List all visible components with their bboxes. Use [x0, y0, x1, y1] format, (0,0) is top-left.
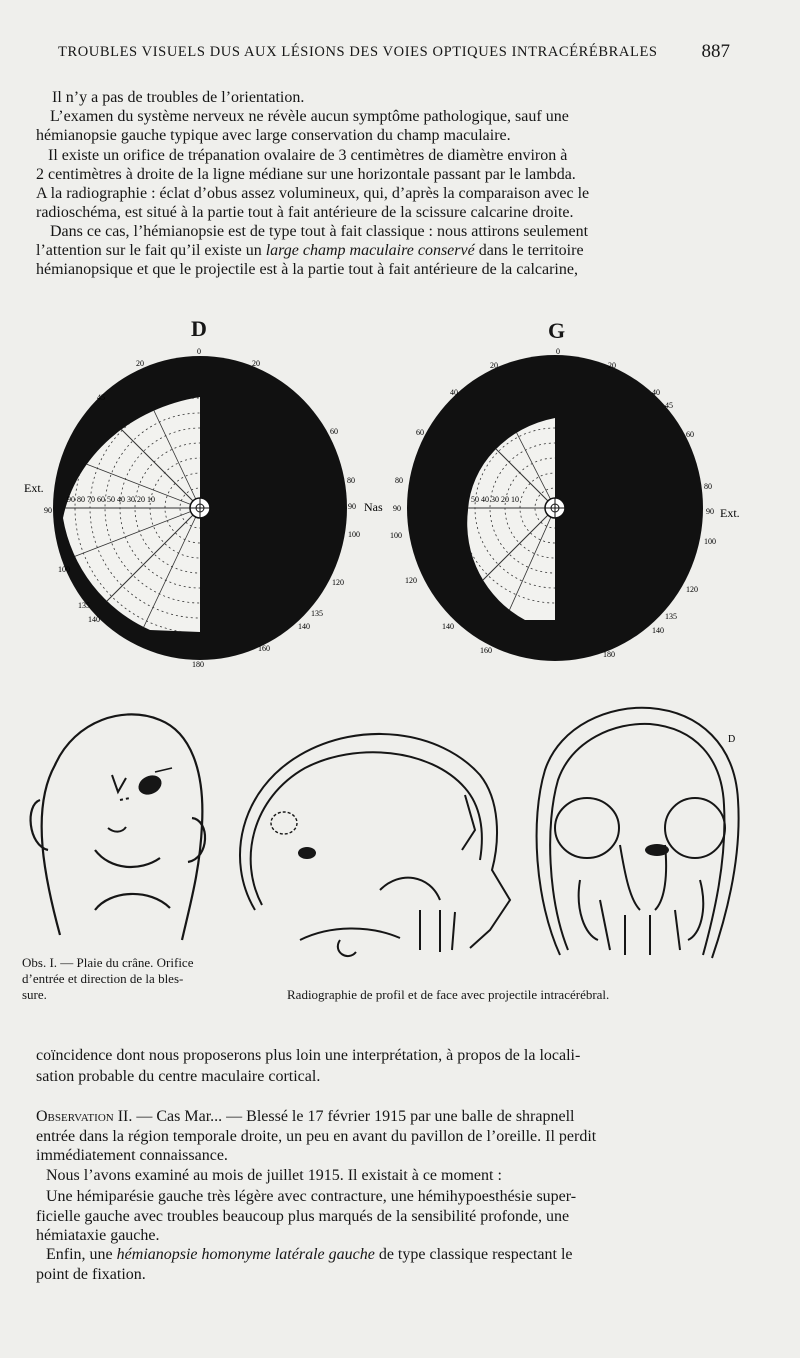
chart-g-deg: 180	[603, 650, 615, 659]
chart-letter-d: D	[191, 316, 207, 341]
chart-d-ext-label: Ext.	[24, 481, 44, 495]
chart-d-deg: 20	[252, 359, 260, 368]
text-line	[36, 1107, 730, 1127]
ring-scale-labels: 90 80 70 60 50 40 30 20 10	[67, 495, 155, 504]
text-line: immédiatement connaissance.	[36, 1147, 228, 1164]
text-line: A la radiographie : éclat d’obus assez volumineux, qui, d’après la comparaison avec le	[36, 185, 590, 202]
text-line: Il existe un orifice de trépanation ovalaire de 3 centimètres de diamètre environ à	[48, 147, 568, 164]
chart-g-ext-label: Ext.	[720, 506, 740, 520]
chart-g-deg: 20	[490, 361, 498, 370]
chart-g-deg: 40	[450, 388, 458, 397]
projectile-front	[645, 844, 669, 856]
text-span: Enfin, une	[46, 1246, 117, 1263]
front-skull-d-mark: D	[728, 734, 736, 745]
chart-d-deg: 140	[298, 622, 310, 631]
text-line: hémiataxie gauche.	[36, 1227, 160, 1244]
text-line: 2 centimètres à droite de la ligne médiane sur une horizontale passant par le lambda.	[36, 166, 576, 183]
text-line: radioschéma, est situé à la partie tout à fait antérieure de la scissure calcarine droite.	[36, 204, 574, 221]
visual-field-charts	[0, 340, 800, 680]
chart-d-deg: 135	[311, 609, 323, 618]
obs-caption-line: Obs. I. — Plaie du crâne. Orifice	[22, 955, 194, 970]
text-line	[46, 1245, 740, 1265]
chart-d-top: 0	[197, 347, 201, 356]
radiograph-caption: Radiographie de profil et de face avec projectile intracérébral.	[287, 987, 610, 1002]
text-span: l’attention sur le fait qu’il existe un	[36, 242, 266, 259]
chart-letter-g: G	[548, 318, 566, 343]
text-span: dans le territoire	[474, 242, 584, 259]
text-line: point de fixation.	[36, 1266, 146, 1283]
chart-g-deg: 120	[686, 585, 698, 594]
chart-g-deg: 60	[686, 430, 694, 439]
wound-orifice	[135, 772, 164, 798]
chart-d-nas-label: Nas	[364, 500, 383, 514]
chart-g-deg: 60	[416, 428, 424, 437]
chart-g-deg: 80	[395, 476, 403, 485]
obs-caption-line: d’entrée et direction de la bles-	[22, 971, 184, 986]
visual-field-left-eye	[407, 355, 703, 661]
chart-d-deg: 180	[192, 660, 204, 669]
text-span: de type classique respectant le	[374, 1246, 573, 1263]
chart-d-deg: 135	[78, 601, 90, 610]
text-line: sation probable du centre maculaire cortical.	[36, 1068, 321, 1085]
text-line: ficielle gauche avec troubles beaucoup plus marqués de la sensibilité profonde, une	[36, 1208, 570, 1225]
chart-g-deg: 135	[665, 612, 677, 621]
text-line: Il n’y a pas de troubles de l’orientation.	[52, 89, 305, 106]
text-line: Nous l’avons examiné au mois de juillet 1915. Il existait à ce moment :	[46, 1167, 502, 1184]
text-line: coïncidence dont nous proposerons plus loin une interprétation, à propos de la locali-	[36, 1047, 581, 1064]
running-title: TROUBLES VISUELS DUS AUX LÉSIONS DES VOIES OPTIQUES INTRACÉRÉBRALES	[58, 44, 658, 60]
chart-g-deg: 100	[390, 531, 402, 540]
skull-profile-drawing	[240, 734, 510, 956]
text-span: — Cas Mar... — Blessé le 17 février 1915 par une balle de shrapnell	[132, 1108, 575, 1125]
chart-g-deg: 90	[706, 507, 714, 516]
text-line	[36, 241, 730, 261]
chart-d-deg: 20	[136, 359, 144, 368]
chart-g-deg: 140	[442, 622, 454, 631]
chart-g-deg: 90	[393, 504, 401, 513]
chart-d-deg: 60	[330, 427, 338, 436]
chart-d-deg: 90	[44, 506, 52, 515]
obs-caption-line: sure.	[22, 987, 47, 1002]
chart-g-deg: 40	[652, 388, 660, 397]
text-line: entrée dans la région temporale droite, un peu en avant du pavillon de l’oreille. Il perdit	[36, 1128, 597, 1145]
skull-front-drawing	[537, 708, 739, 958]
running-header	[58, 41, 730, 62]
chart-g-deg: 140	[652, 626, 664, 635]
text-line: Une hémiparésie gauche très légère avec contracture, une hémihypoesthésie super-	[46, 1188, 577, 1205]
skull-drawings	[0, 700, 800, 970]
text-line: hémianopsie gauche typique avec large conservation du champ maculaire.	[36, 127, 511, 144]
text-line: hémianopsique et que le projectile est à la partie tout à fait antérieure de la calcarine,	[36, 261, 578, 278]
chart-g-deg: 120	[405, 576, 417, 585]
chart-g-deg: 80	[704, 482, 712, 491]
obs-caption	[22, 955, 242, 1003]
chart-d-deg: 160	[258, 644, 270, 653]
chart-d-deg: 90	[348, 502, 356, 511]
chart-g-deg: 20	[608, 361, 616, 370]
chart-d-deg: 80	[347, 476, 355, 485]
ring-scale-labels: 50 40 30 20 10	[471, 495, 519, 504]
chart-d-deg: 120	[332, 578, 344, 587]
text-line: Dans ce cas, l’hémianopsie est de type tout à fait classique : nous attirons seulement	[50, 223, 589, 240]
observation-heading: Observation II.	[36, 1108, 133, 1125]
chart-d-deg: 45	[97, 393, 105, 402]
text-line: L’examen du système nerveux ne révèle aucun symptôme pathologique, sauf une	[50, 108, 569, 125]
page-number: 887	[701, 41, 730, 62]
chart-g-top: 0	[556, 347, 560, 356]
italic-span: large champ maculaire conservé	[265, 242, 475, 259]
projectile-profile	[298, 847, 316, 859]
chart-g-deg: 45	[665, 401, 673, 410]
chart-g-deg: 100	[704, 537, 716, 546]
chart-g-deg: 160	[480, 646, 492, 655]
italic-span: hémianopsie homonyme latérale gauche	[116, 1246, 375, 1263]
chart-d-deg: 100	[58, 565, 70, 574]
head-back-drawing	[31, 714, 205, 940]
chart-d-deg: 100	[348, 530, 360, 539]
chart-d-deg: 140	[88, 615, 100, 624]
